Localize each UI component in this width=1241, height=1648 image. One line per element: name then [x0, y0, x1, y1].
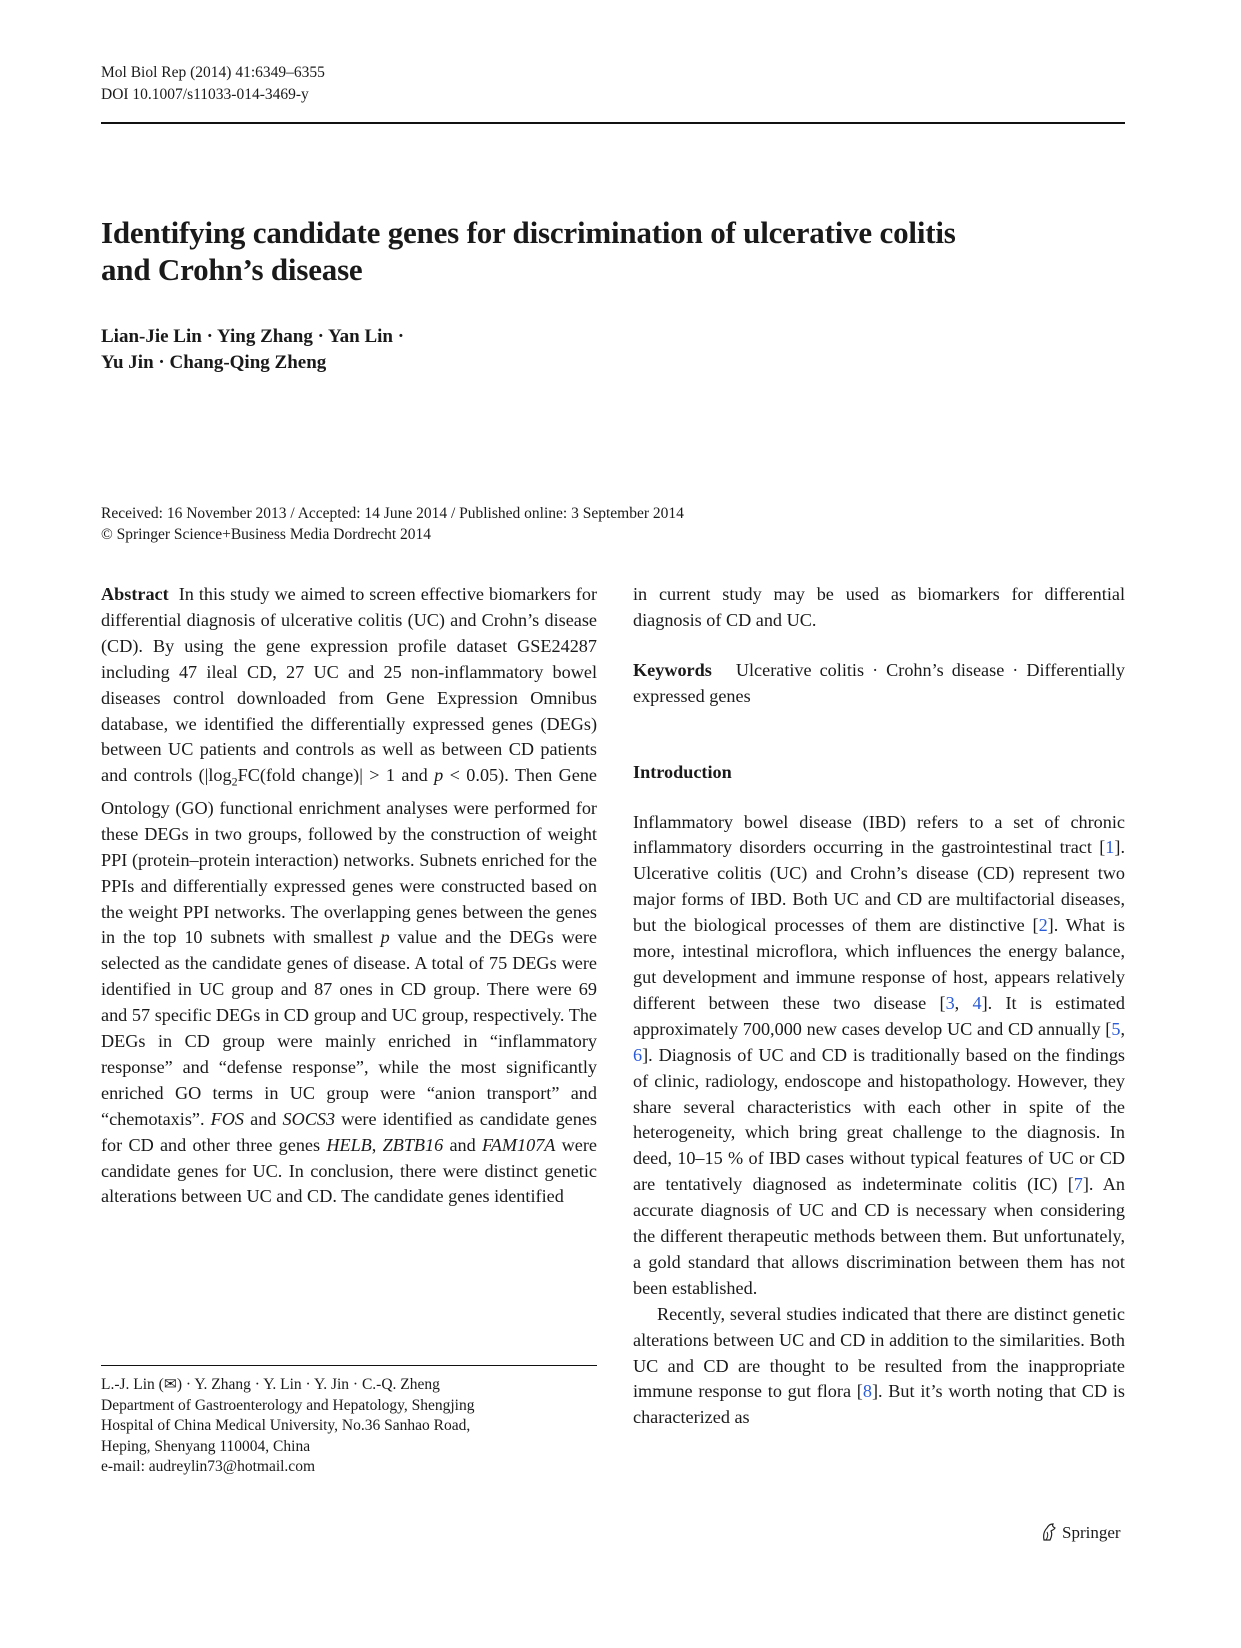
- reference-link[interactable]: 2: [1038, 915, 1048, 936]
- footnote-rule: [101, 1365, 597, 1366]
- reference-link[interactable]: 6: [633, 1044, 643, 1065]
- intro-paragraph-2: Recently, several studies indicated that there are distinct genetic alterations between UC and CD in addition to the similarities. Both UC and CD are thought to be resulted from the inappropriate immune response to gut flora [8]. But it’s worth noting that CD is characterized as: [633, 1303, 1125, 1428]
- section-heading-introduction: Introduction: [633, 761, 732, 782]
- footnote-authors: L.-J. Lin (✉) · Y. Zhang · Y. Lin · Y. Jin · C.-Q. Zheng: [101, 1376, 440, 1393]
- publisher-name: Springer: [1062, 1523, 1121, 1542]
- intro-paragraph-1: Inflammatory bowel disease (IBD) refers to a set of chronic inflammatory disorders occurring in the gastrointestinal tract [1]. Ulcerative colitis (UC) and Crohn’s disease (CD) represent two major forms of IBD. Both UC and CD are multifactorial diseases, but the biological processes of them are distinctive [2]. What is more, intestinal microflora, which influences the energy balance, gut development and immune response of host, appears relatively different between these two disease [3, 4]. It is estimated approximately 700,000 new cases develop UC and CD annually [5, 6]. Diagnosis of UC and CD is traditionally based on the findings of clinic, radiology, endoscope and histopathology. However, they share several characteristics with each other in spite of the heterogeneity, which bring great challenge to the diagnosis. In deed, 10–15 % of IBD cases without typical features of UC or CD are tentatively diagnosed as indeterminate colitis (IC) [7]. An accurate diagnosis of UC and CD is necessary when considering the different therapeutic methods between them. But unfortunately, a gold standard that allows discrimination between them has not been established.: [633, 811, 1126, 1298]
- reference-link[interactable]: 7: [1073, 1174, 1083, 1195]
- publication-dates: [101, 503, 684, 545]
- gene-fos: FOS: [210, 1108, 244, 1129]
- journal-citation: Mol Biol Rep (2014) 41:6349–6355: [101, 64, 325, 81]
- header-rule: [101, 122, 1125, 124]
- doi: DOI 10.1007/s11033-014-3469-y: [101, 86, 309, 103]
- abstract-continued: in current study may be used as biomarkers for differential diagnosis of CD and UC.: [633, 584, 1125, 630]
- footnote-email: e-mail: audreylin73@hotmail.com: [101, 1458, 315, 1475]
- gene-helb: HELB: [326, 1134, 372, 1155]
- reference-link[interactable]: 5: [1111, 1018, 1121, 1039]
- article-title: Identifying candidate genes for discrimination of ulcerative colitis and Crohn’s disease: [101, 215, 956, 287]
- keywords-label: Keywords: [633, 659, 712, 680]
- author-footnote: L.-J. Lin (✉) · Y. Zhang · Y. Lin · Y. Jin · C.-Q. Zheng Department of Gastroenterology and Hepatology, Shengjing Hospital of China Medical University, No.36 Sanhao Road, Heping, Shenyang 110004, China e-mail: audreylin73@hotmail.com: [101, 1375, 597, 1478]
- reference-link[interactable]: 3: [945, 992, 955, 1013]
- publisher-mark: [1040, 1522, 1121, 1544]
- gene-socs3: SOCS3: [282, 1108, 336, 1129]
- gene-zbtb16: ZBTB16: [382, 1134, 444, 1155]
- keywords: Keywords Ulcerative colitis · Crohn’s disease · Differentially expressed genes: [633, 659, 1126, 706]
- author-list: Lian-Jie Lin · Ying Zhang · Yan Lin · Yu Jin · Chang-Qing Zheng: [101, 326, 405, 373]
- journal-header: [101, 62, 325, 106]
- reference-link[interactable]: 8: [862, 1381, 872, 1402]
- right-column: [633, 582, 1125, 1431]
- springer-horse-icon: [1040, 1522, 1058, 1542]
- footnote-affiliation: Department of Gastroenterology and Hepatology, Shengjing: [101, 1396, 475, 1414]
- history-dates: Received: 16 November 2013 / Accepted: 14 June 2014 / Published online: 3 September 2014: [101, 505, 684, 522]
- abstract-column: [101, 582, 597, 1210]
- reference-link[interactable]: 4: [972, 992, 982, 1013]
- abstract-label: Abstract: [101, 584, 169, 604]
- gene-fam107a: FAM107A: [481, 1134, 556, 1155]
- abstract-text: Abstract In this study we aimed to screen effective biomarkers for differential diagnosis of ulcerative colitis (UC) and Crohn’s disease (CD). By using the gene expression profile dataset GSE24287 including 47 ileal CD, 27 UC and 25 non-inflammatory bowel diseases control downloaded from Gene Expression Omnibus database, we identified the differentially expressed genes (DEGs) between UC patients and controls as well as between CD patients and controls ($|\log_2FC(fold$ change)| > 1 and p < 0.05). Then Gene Ontology (GO) functional enrichment analyses were performed for these DEGs in two groups, followed by the construction of weight PPI (protein–protein interaction) networks. Subnets enriched for the PPIs and differentially expressed genes were constructed based on the weight PPI networks. The overlapping genes between the genes in the top 10 subnets with smallest p value and the DEGs were selected as the candidate genes of disease. A total of 75 DEGs were identified in UC group and 87 ones in CD group. There were 69 and 57 specific DEGs in CD group and UC group, respectively. The DEGs in CD group were mainly enriched in “inflammatory response” and “defense response”, while the most significantly enriched GO terms in UC group were “anion transport” and “chemotaxis”. FOS and SOCS3 were identified as candidate genes for CD and other three genes HELB, ZBTB16 and FAM107A were candidate genes for UC. In conclusion, there were distinct genetic alterations between UC and CD. The candidate genes identified: [101, 584, 597, 1207]
- reference-link[interactable]: 1: [1105, 837, 1115, 858]
- copyright: © Springer Science+Business Media Dordrecht 2014: [101, 526, 432, 543]
